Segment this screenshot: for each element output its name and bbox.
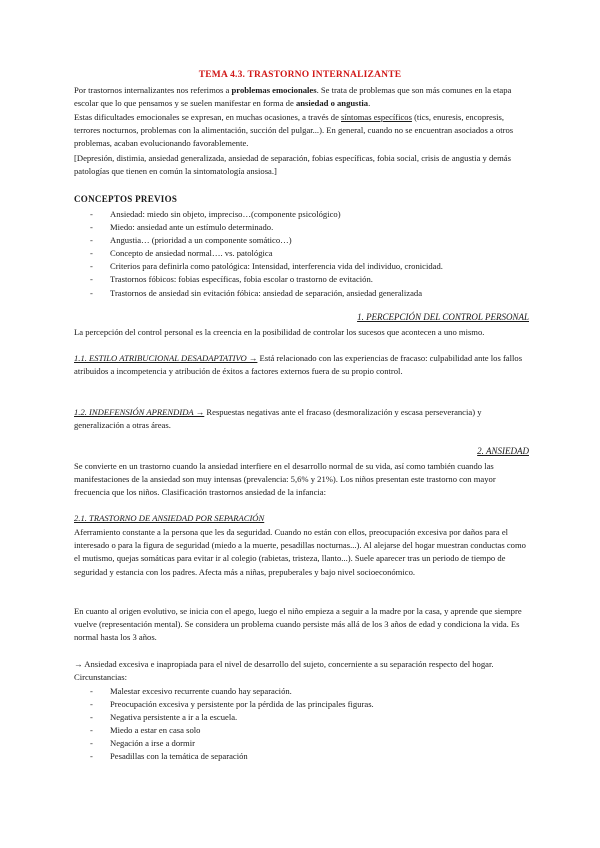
section-1-1-title: 1.1. ESTILO ATRIBUCIONAL DESADAPTATIVO → [74, 353, 258, 363]
section-1-1-text: Está relacionado con las experiencias de fracaso: culpabilidad ante los fallos atribuidos a incompetencia y atribución de éxitos a factores externos fuera de su propio control. [74, 353, 523, 377]
document-title: TEMA 4.3. TRASTORNO INTERNALIZANTE [198, 70, 402, 80]
section-1-2 [74, 406, 529, 432]
circunstancias-list [74, 685, 529, 764]
conceptos-heading: CONCEPTOS PREVIOS [74, 194, 178, 204]
list-item: - Concepto de ansiedad normal…. vs. patológica [90, 248, 273, 259]
intro-text: Por trastornos internalizantes nos referimos a [74, 85, 232, 95]
section-2-1-paragraph-1: Aferramiento constante a la persona que les da seguridad. Cuando no están con ellos, preocupación excesiva por daños para el interesado o para la figura de seguridad (miedo a la muerte, pesadillas nocturnas...). Al alejarse del hogar muestran conductas como el mutismo, quejas somáticas para evitar ir al colegio (rabietas, tristeza, llanto...). Suele aparecer tras un periodo de tiempo de seguridad y estancia con los padres. Afecta más a niñas, prepuberales y bajo nivel socioeconómico. [74, 527, 526, 577]
list-item: - Pesadillas con la temática de separación [90, 751, 248, 762]
intro-paragraph-1 [74, 84, 529, 110]
section-1-heading: 1. PERCEPCIÓN DEL CONTROL PERSONAL [357, 312, 529, 322]
section-2-1-paragraph-2: En cuanto al origen evolutivo, se inicia con el apego, luego el niño empieza a seguir a la madre por la casa, y aprende que siempre vuelve (representación mental). Se considera un problema cuando persiste más allá de los 3 años de edad y condiciona la vida. Es normal hasta los 3 años. [74, 606, 522, 643]
intro-bold-ansiedad: ansiedad o angustia [295, 98, 369, 109]
intro-text: . Se trata de problemas que son más comunes en la etapa escolar que lo que pensamos y se suelen manifestar en forma de [74, 85, 512, 109]
section-2-1-title [74, 512, 529, 525]
intro-underlined-sintomas: síntomas específicos [341, 112, 412, 122]
list-item: - Ansiedad: miedo sin objeto, impreciso…(componente psicológico) [90, 209, 341, 219]
section-1-2-text: Respuestas negativas ante el fracaso (desmoralización y escasa perseverancia) y generalización a otras áreas. [74, 407, 482, 431]
list-item: - Preocupación excesiva y persistente por la pérdida de las principales figuras. [90, 699, 374, 710]
intro-paragraph-2 [74, 111, 529, 151]
list-item: - Trastornos fóbicos: fobias específicas, fobia escolar o trastorno de evitación. [90, 274, 373, 285]
intro-text: . [368, 98, 371, 109]
intro-paragraph-3: [Depresión, distimia, ansiedad generalizada, ansiedad de separación, fobias específicas, fobia social, crisis de angustia y demás patologías que tienen en común la sintomatología ansiosa.] [74, 153, 511, 177]
list-item: - Trastornos de ansiedad sin evitación fóbica: ansiedad de separación, ansiedad generalizada [90, 287, 423, 298]
list-item: - Miedo: ansiedad ante un estímulo determinado. [90, 222, 274, 233]
list-item: - Miedo a estar en casa solo [90, 725, 201, 736]
conceptos-list [74, 208, 529, 300]
list-item: - Criterios para definirla como patológica: Intensidad, interferencia vida del individuo, cronicidad. [90, 261, 443, 272]
section-2-text: Se convierte en un trastorno cuando la ansiedad interfiere en el desarrollo normal de su vida, así como también cuando las manifestaciones de la ansiedad son muy intensas (prevalencia: 5,6% y 21%). Los niños presentan este trastorno con mayor frecuencia que los niños. Clasificación trastornos ansiedad de la infancia: [74, 461, 496, 498]
list-item: - Angustia… (prioridad a un componente somático…) [90, 235, 292, 246]
section-1-2-title: 1.2. INDEFENSIÓN APRENDIDA → [74, 407, 205, 417]
intro-bold-problemas: problemas emocionales [231, 85, 317, 95]
intro-text: Estas dificultades emocionales se expresan, en muchas ocasiones, a través de [74, 112, 342, 122]
section-2-1-paragraph-3: → Ansiedad excesiva e inapropiada para el nivel de desarrollo del sujeto, concerniente a su separación respecto del hogar. Circunstancias: [74, 659, 494, 683]
list-item: - Negación a irse a dormir [90, 738, 195, 749]
section-2-1-title-text: 2.1. TRASTORNO DE ANSIEDAD POR SEPARACIÓN [74, 513, 265, 523]
section-1-text: La percepción del control personal es la creencia en la posibilidad de controlar los sucesos que acontecen a uno mismo. [74, 327, 485, 337]
list-item: - Negativa persistente a ir a la escuela. [90, 712, 238, 723]
intro-text: (tics, enuresis, encopresis, terrores nocturnos, problemas con la alimentación, succión del pulgar...). En general, cuando no se encuentran asociados a otros problemas, acaban evolucionando favorablemente. [74, 112, 514, 149]
list-item: - Malestar excesivo recurrente cuando hay separación. [90, 686, 292, 696]
section-1-1 [74, 352, 529, 378]
section-2-heading: 2. ANSIEDAD [477, 446, 529, 456]
